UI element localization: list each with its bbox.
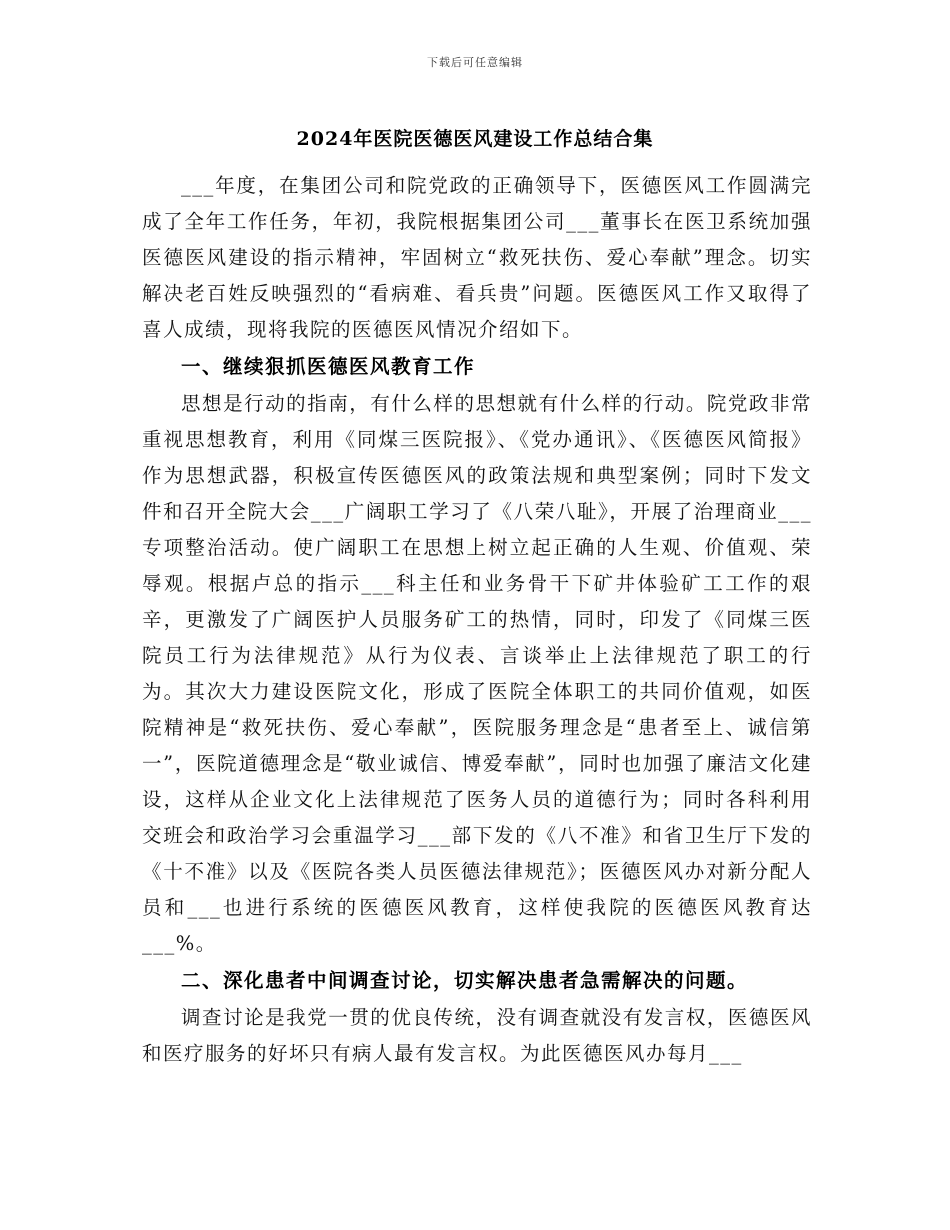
document-body	[142, 168, 812, 1072]
section-2-paragraph: 调查讨论是我党一贯的优良传统，没有调查就没有发言权，医德医风和医疗服务的好坏只有病人最有发言权。为此医德医风办每月___	[142, 1006, 812, 1065]
document-title: 2024年医院医德医风建设工作总结合集	[296, 128, 654, 150]
section-1-paragraph: 思想是行动的指南，有什么样的思想就有什么样的行动。院党政非常重视思想教育，利用《同煤三医院报》、《党办通讯》、《医德医风简报》作为思想武器，积极宣传医德医风的政策法规和典型案例；同时下发文件和召开全院大会___广阔职工学习了《八荣八耻》，开展了治理商业___专项整治活动。使广阔职工在思想上树立起正确的人生观、价值观、荣辱观。根据卢总的指示___科主任和业务骨干下矿井体验矿工工作的艰辛，更激发了广阔医护人员服务矿工的热情，同时，印发了《同煤三医院员工行为法律规范》从行为仪表、言谈举止上法律规范了职工的行为。其次大力建设医院文化，形成了医院全体职工的共同价值观，如医院精神是“救死扶伤、爱心奉献”，医院服务理念是“患者至上、诚信第一”，医院道德理念是“敬业诚信、博爱奉献”，同时也加强了廉洁文化建设，这样从企业文化上法律规范了医务人员的道德行为；同时各科利用交班会和政治学习会重温学习___部下发的《八不准》和省卫生厅下发的《十不准》以及《医院各类人员医德法律规范》；医德医风办对新分配人员和___也进行系统的医德医风教育，这样使我院的医德医风教育达___%。	[142, 392, 812, 955]
section-1-heading: 一、继续狠抓医德医风教育工作	[181, 355, 476, 378]
section-2-heading: 二、深化患者中间调查讨论，切实解决患者急需解决的问题。	[181, 969, 749, 992]
header-note: 下载后可任意编辑	[427, 56, 523, 69]
intro-paragraph: ___年度，在集团公司和院党政的正确领导下，医德医风工作圆满完成了全年工作任务，年初，我院根据集团公司___董事长在医卫系统加强医德医风建设的指示精神，牢固树立“救死扶伤、爱心奉献”理念。切实解决老百姓反映强烈的“看病难、看兵贵”问题。医德医风工作又取得了喜人成绩，现将我院的医德医风情况介绍如下。	[142, 174, 812, 341]
